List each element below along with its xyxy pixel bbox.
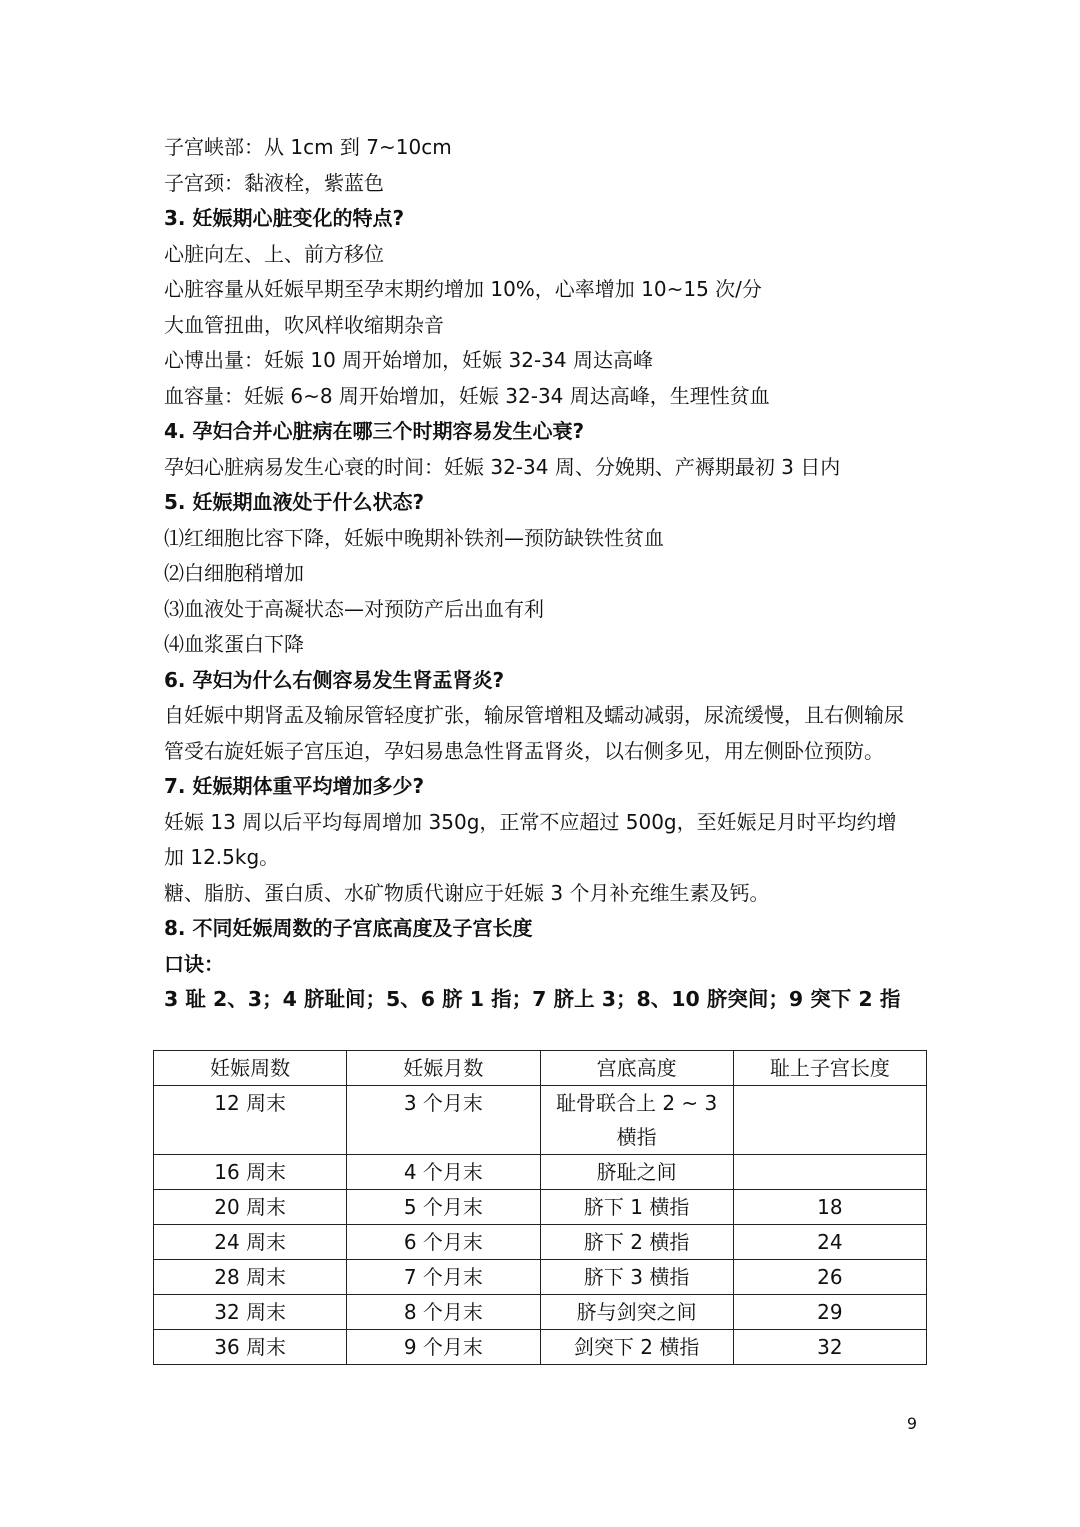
section-heading: 5. 妊娠期血液处于什么状态? [164, 490, 425, 514]
document-body [164, 130, 924, 1018]
cell-fundus-height: 脐耻之间 [540, 1155, 733, 1190]
table-row [154, 1330, 927, 1365]
cell-uterus-length: 24 [733, 1225, 926, 1260]
text-line: 心脏容量从妊娠早期至孕末期约增加 10%，心率增加 10~15 次/分 [164, 277, 762, 301]
cell-weeks: 36 周末 [154, 1330, 347, 1365]
table-header-row [154, 1051, 927, 1086]
text-line: 糖、脂肪、蛋白质、水矿物质代谢应于妊娠 3 个月补充维生素及钙。 [164, 880, 770, 905]
mnemonic-text: 3 耻 2、3；4 脐耻间；5、6 脐 1 指；7 脐上 3；8、10 脐突间；9 突下 2 指 [164, 987, 901, 1011]
cell-uterus-length: 32 [733, 1330, 926, 1365]
cell-weeks: 16 周末 [154, 1155, 347, 1190]
cell-months: 5 个月末 [347, 1190, 540, 1225]
cell-uterus-length [733, 1155, 926, 1190]
page-number: 9 [906, 1414, 918, 1433]
kidney-paragraph: 自妊娠中期肾盂及输尿管轻度扩张，输尿管增粗及蠕动减弱，尿流缓慢，且右侧输尿管受右旋妊娠子宫压迫，孕妇易患急性肾盂肾炎，以右侧多见，用左侧卧位预防。 [164, 703, 904, 763]
header-weeks: 妊娠周数 [154, 1051, 347, 1086]
uterus-height-table [153, 1050, 927, 1365]
table-row [154, 1190, 927, 1225]
cell-uterus-length [733, 1086, 926, 1155]
table-row [154, 1260, 927, 1295]
text-line: 心博出量：妊娠 10 周开始增加，妊娠 32-34 周达高峰 [164, 348, 653, 372]
cell-uterus-length: 29 [733, 1295, 926, 1330]
cell-weeks: 24 周末 [154, 1225, 347, 1260]
cell-weeks: 32 周末 [154, 1295, 347, 1330]
cell-months: 6 个月末 [347, 1225, 540, 1260]
cell-uterus-length: 26 [733, 1260, 926, 1295]
text-line: 心脏向左、上、前方移位 [164, 241, 384, 266]
cell-months: 3 个月末 [347, 1086, 540, 1155]
text-line: 子宫峡部：从 1cm 到 7~10cm [164, 135, 452, 159]
cell-weeks: 12 周末 [154, 1086, 347, 1155]
table-row [154, 1086, 927, 1155]
section-heading: 8. 不同妊娠周数的子宫底高度及子宫长度 [164, 916, 533, 940]
section-heading: 6. 孕妇为什么右侧容易发生肾盂肾炎? [164, 667, 505, 692]
cell-fundus-height: 脐下 3 横指 [540, 1260, 733, 1295]
header-fundus-height: 宫底高度 [540, 1051, 733, 1086]
text-line: ⑶血液处于高凝状态—对预防产后出血有利 [164, 596, 544, 621]
text-line: 孕妇心脏病易发生心衰的时间：妊娠 32-34 周、分娩期、产褥期最初 3 日内 [164, 454, 841, 479]
cell-months: 9 个月末 [347, 1330, 540, 1365]
mnemonic-label: 口诀： [164, 951, 224, 976]
table-row [154, 1225, 927, 1260]
section-heading: 4. 孕妇合并心脏病在哪三个时期容易发生心衰? [164, 419, 585, 443]
text-line: 血容量：妊娠 6~8 周开始增加，妊娠 32-34 周达高峰，生理性贫血 [164, 383, 770, 408]
text-line: 大血管扭曲，吹风样收缩期杂音 [164, 312, 444, 337]
table-row [154, 1155, 927, 1190]
section-heading: 7. 妊娠期体重平均增加多少? [164, 774, 425, 798]
header-uterus-length: 耻上子宫长度 [733, 1051, 926, 1086]
text-line: ⑵白细胞稍增加 [164, 561, 304, 585]
text-line: 子宫颈：黏液栓，紫蓝色 [164, 170, 384, 195]
section-heading: 3. 妊娠期心脏变化的特点? [164, 206, 405, 230]
cell-fundus-height: 剑突下 2 横指 [540, 1330, 733, 1365]
cell-months: 4 个月末 [347, 1155, 540, 1190]
cell-weeks: 28 周末 [154, 1260, 347, 1295]
cell-fundus-height: 脐下 1 横指 [540, 1190, 733, 1225]
cell-fundus-height: 耻骨联合上 2 ~ 3 横指 [540, 1086, 733, 1155]
cell-uterus-length: 18 [733, 1190, 926, 1225]
cell-weeks: 20 周末 [154, 1190, 347, 1225]
cell-months: 7 个月末 [347, 1260, 540, 1295]
cell-fundus-height: 脐下 2 横指 [540, 1225, 733, 1260]
cell-months: 8 个月末 [347, 1295, 540, 1330]
weight-paragraph: 妊娠 13 周以后平均每周增加 350g，正常不应超过 500g，至妊娠足月时平均约增加 12.5kg。 [164, 809, 897, 869]
cell-fundus-height: 脐与剑突之间 [540, 1295, 733, 1330]
table-row [154, 1295, 927, 1330]
text-line: ⑷血浆蛋白下降 [164, 632, 304, 656]
text-line: ⑴红细胞比容下降，妊娠中晚期补铁剂—预防缺铁性贫血 [164, 525, 664, 550]
header-months: 妊娠月数 [347, 1051, 540, 1086]
